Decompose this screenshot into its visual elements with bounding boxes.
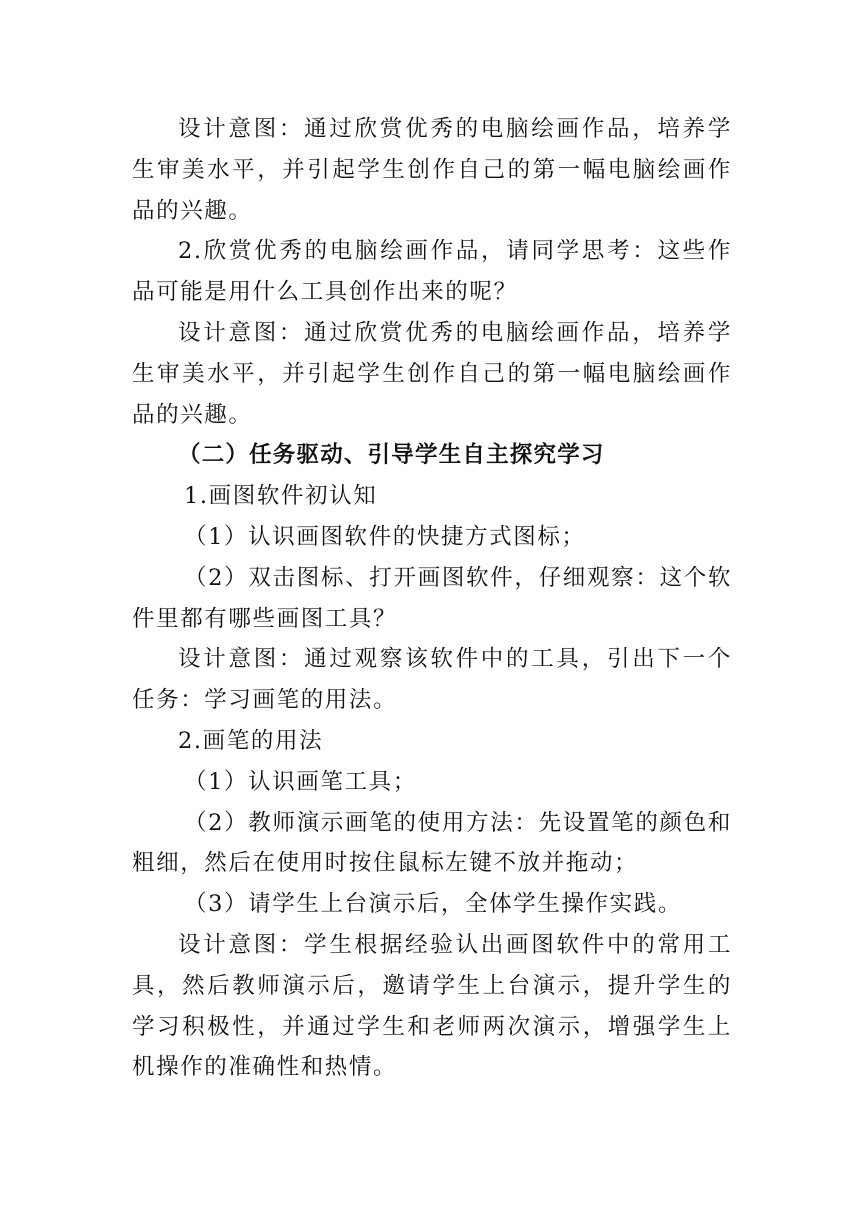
list-item: （2）双击图标、打开画图软件，仔细观察：这个软件里都有哪些画图工具？ (132, 564, 732, 632)
list-item: （2）教师演示画笔的使用方法：先设置笔的颜色和粗细，然后在使用时按住鼠标左键不放并拖动； (132, 809, 732, 877)
appreciation-question-paragraph: 2.欣赏优秀的电脑绘画作品，请同学思考：这些作品可能是用什么工具创作出来的呢？ (132, 238, 732, 306)
subsection-title-2: 2.画笔的用法 (178, 727, 324, 754)
design-intent-paragraph-2: 设计意图：通过欣赏优秀的电脑绘画作品，培养学生审美水平，并引起学生创作自己的第一幅电脑绘画作品的兴趣。 (132, 319, 732, 428)
list-item: （3）请学生上台演示后，全体学生操作实践。 (184, 891, 682, 918)
document-page (132, 109, 732, 1088)
list-item: （1）认识画图软件的快捷方式图标； (184, 523, 586, 550)
design-intent-paragraph-3: 设计意图：通过观察该软件中的工具，引出下一个任务：学习画笔的用法。 (132, 646, 732, 714)
design-intent-paragraph-4: 设计意图：学生根据经验认出画图软件中的常用工具，然后教师演示后，邀请学生上台演示，提升学生的学习积极性，并通过学生和老师两次演示，增强学生上机操作的准确性和热情。 (132, 931, 732, 1081)
list-item: （1）认识画笔工具； (184, 768, 417, 795)
design-intent-paragraph-1: 设计意图：通过欣赏优秀的电脑绘画作品，培养学生审美水平，并引起学生创作自己的第一幅电脑绘画作品的兴趣。 (132, 116, 732, 224)
section-heading: （二）任务驱动、引导学生自主探究学习 (178, 442, 605, 469)
subsection-title-1: 1.画图软件初认知 (184, 483, 378, 510)
